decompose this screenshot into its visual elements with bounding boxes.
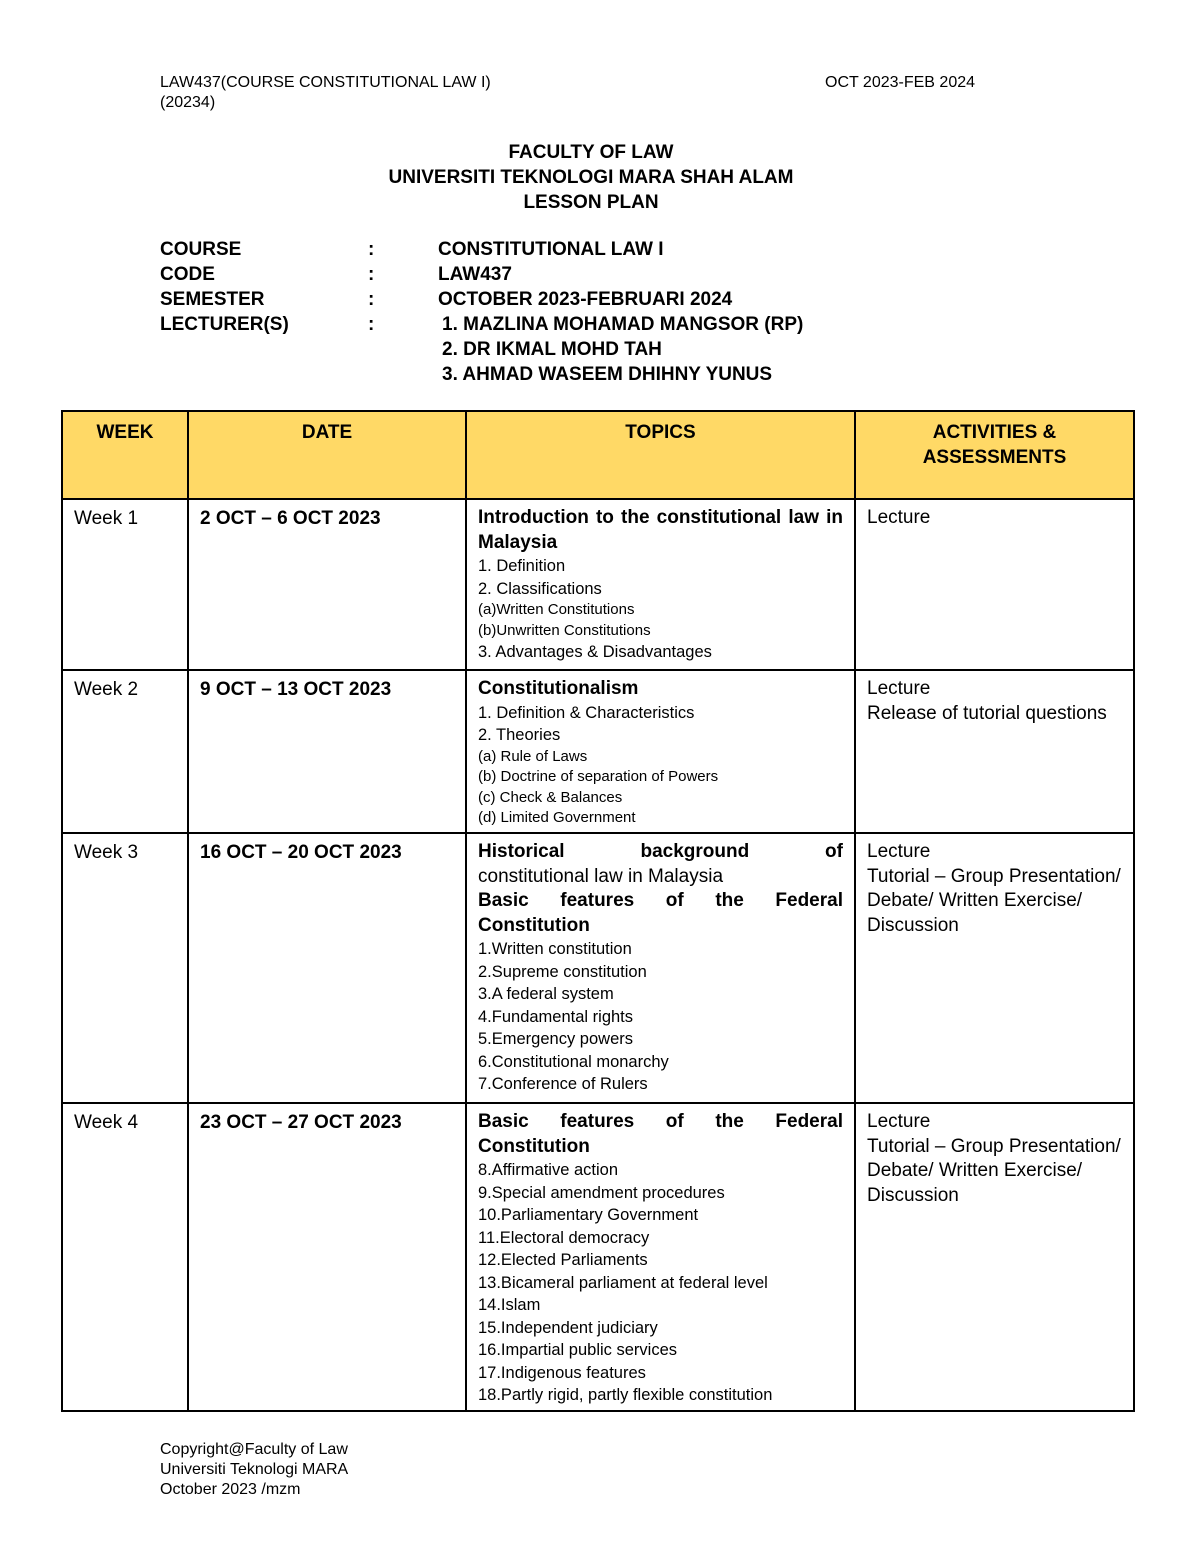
topic-title: Constitutionalism bbox=[478, 678, 639, 699]
colon: : bbox=[368, 239, 375, 260]
semester-label: SEMESTER bbox=[160, 289, 265, 310]
column-header-week: WEEK bbox=[62, 411, 188, 499]
topic-item: 3. Advantages & Disadvantages bbox=[478, 643, 712, 661]
date-cell: 23 OCT – 27 OCT 2023 bbox=[188, 1103, 466, 1411]
lesson-plan-table bbox=[61, 410, 1135, 1412]
topic-item: 12.Elected Parliaments bbox=[478, 1251, 648, 1269]
topic-item: 1. Definition bbox=[478, 557, 566, 575]
topic-item: 10.Parliamentary Government bbox=[478, 1206, 699, 1224]
header-session-dates: OCT 2023-FEB 2024 bbox=[825, 74, 976, 91]
table-row bbox=[62, 499, 1134, 670]
table-header-row bbox=[62, 411, 1134, 499]
topic-item: 7.Conference of Rulers bbox=[478, 1075, 648, 1093]
topic-subitem: (a)Written Constitutions bbox=[478, 601, 635, 618]
colon: : bbox=[368, 289, 375, 310]
topic-item: 9.Special amendment procedures bbox=[478, 1183, 725, 1202]
lecturer-name: 2. DR IKMAL MOHD TAH bbox=[442, 339, 662, 360]
lecturer-name: 1. MAZLINA MOHAMAD MANGSOR (RP) bbox=[442, 314, 804, 335]
page-header-left bbox=[160, 73, 491, 113]
topic-item: 15.Independent judiciary bbox=[478, 1318, 658, 1337]
topic-title: Introduction to the constitutional law in Malaysia bbox=[478, 507, 843, 553]
activity-text: Tutorial – Group Presentation/ Debate/ Written Exercise/ Discussion bbox=[867, 1135, 1121, 1206]
topic-subitem: (c) Check & Balances bbox=[478, 788, 623, 806]
topic-item: 2. Theories bbox=[478, 726, 561, 744]
activity-text: Lecture bbox=[867, 507, 931, 528]
university-title: UNIVERSITI TEKNOLOGI MARA SHAH ALAM bbox=[388, 167, 794, 188]
date-cell: 2 OCT – 6 OCT 2023 bbox=[188, 499, 466, 670]
topic-item: 8.Affirmative action bbox=[478, 1161, 619, 1179]
lecturer-label: LECTURER(S) bbox=[160, 314, 289, 335]
topic-item: 1.Written constitution bbox=[478, 940, 632, 958]
topic-item: 17.Indigenous features bbox=[478, 1363, 646, 1382]
code-label: CODE bbox=[160, 264, 215, 285]
activity-text: Lecture bbox=[867, 678, 931, 699]
code-value: LAW437 bbox=[438, 264, 512, 285]
table-row bbox=[62, 1103, 1134, 1411]
column-header-date: DATE bbox=[188, 411, 466, 499]
topic-item: 2.Supreme constitution bbox=[478, 962, 647, 981]
topic-subitem: (a) Rule of Laws bbox=[478, 747, 588, 765]
column-header-topics: TOPICS bbox=[466, 411, 855, 499]
table-row bbox=[62, 670, 1134, 833]
activities-cell bbox=[855, 670, 1134, 833]
topic-item: 2. Classifications bbox=[478, 579, 602, 598]
topic-subitem: (b)Unwritten Constitutions bbox=[478, 621, 651, 639]
footer-copyright: Copyright@Faculty of Law bbox=[160, 1441, 348, 1458]
topic-item: 14.Islam bbox=[478, 1296, 541, 1314]
colon: : bbox=[368, 264, 375, 285]
activities-cell bbox=[855, 833, 1134, 1103]
week-cell: Week 2 bbox=[62, 670, 188, 833]
date-cell: 16 OCT – 20 OCT 2023 bbox=[188, 833, 466, 1103]
topics-cell bbox=[466, 1103, 855, 1411]
colon: : bbox=[368, 314, 375, 335]
week-cell: Week 1 bbox=[62, 499, 188, 670]
topic-title: Historical background of bbox=[478, 841, 843, 862]
activity-text: Tutorial – Group Presentation/ Debate/ Written Exercise/ Discussion bbox=[867, 865, 1121, 936]
lecturer-name: 3. AHMAD WASEEM DHIHNY YUNUS bbox=[442, 364, 773, 385]
topics-cell bbox=[466, 670, 855, 833]
footer-date: October 2023 /mzm bbox=[160, 1481, 301, 1498]
footer-institution: Universiti Teknologi MARA bbox=[160, 1461, 349, 1478]
topic-item: 16.Impartial public services bbox=[478, 1341, 677, 1359]
date-cell: 9 OCT – 13 OCT 2023 bbox=[188, 670, 466, 833]
header-course-line: LAW437(COURSE CONSTITUTIONAL LAW I) bbox=[160, 74, 491, 91]
topic-item: 6.Constitutional monarchy bbox=[478, 1052, 669, 1071]
topic-title: Basic features of the Federal Constitution bbox=[478, 1111, 843, 1157]
week-cell: Week 3 bbox=[62, 833, 188, 1103]
topic-item: 3.A federal system bbox=[478, 985, 614, 1003]
activity-text: Release of tutorial questions bbox=[867, 702, 1107, 724]
semester-value: OCTOBER 2023-FEBRUARI 2024 bbox=[438, 289, 733, 310]
lesson-plan-title: LESSON PLAN bbox=[523, 192, 659, 213]
header-session-code: (20234) bbox=[160, 94, 216, 111]
column-header-activities: ACTIVITIES & ASSESSMENTS bbox=[855, 411, 1134, 499]
topic-item: 11.Electoral democracy bbox=[478, 1228, 650, 1247]
activity-text: Lecture bbox=[867, 1111, 931, 1132]
topic-title-continued: constitutional law in Malaysia bbox=[478, 865, 724, 887]
activity-text: Lecture bbox=[867, 841, 931, 862]
faculty-title: FACULTY OF LAW bbox=[508, 142, 674, 163]
document-titles bbox=[0, 140, 1182, 215]
topic-item: 1. Definition & Characteristics bbox=[478, 703, 695, 722]
topic-item: 18.Partly rigid, partly flexible constitution bbox=[478, 1386, 773, 1404]
topic-item: 4.Fundamental rights bbox=[478, 1007, 634, 1026]
table-row bbox=[62, 833, 1134, 1103]
topic-item: 13.Bicameral parliament at federal level bbox=[478, 1273, 768, 1292]
course-label: COURSE bbox=[160, 239, 242, 260]
page-footer bbox=[160, 1440, 348, 1500]
week-cell: Week 4 bbox=[62, 1103, 188, 1411]
activities-cell bbox=[855, 499, 1134, 670]
topic-item: 5.Emergency powers bbox=[478, 1030, 633, 1048]
topic-title: Basic features of the Federal Constitution bbox=[478, 890, 843, 936]
topics-cell bbox=[466, 499, 855, 670]
topic-subitem: (d) Limited Government bbox=[478, 809, 636, 826]
topics-cell bbox=[466, 833, 855, 1103]
course-value: CONSTITUTIONAL LAW I bbox=[438, 239, 664, 260]
topic-subitem: (b) Doctrine of separation of Powers bbox=[478, 768, 719, 785]
activities-cell bbox=[855, 1103, 1134, 1411]
